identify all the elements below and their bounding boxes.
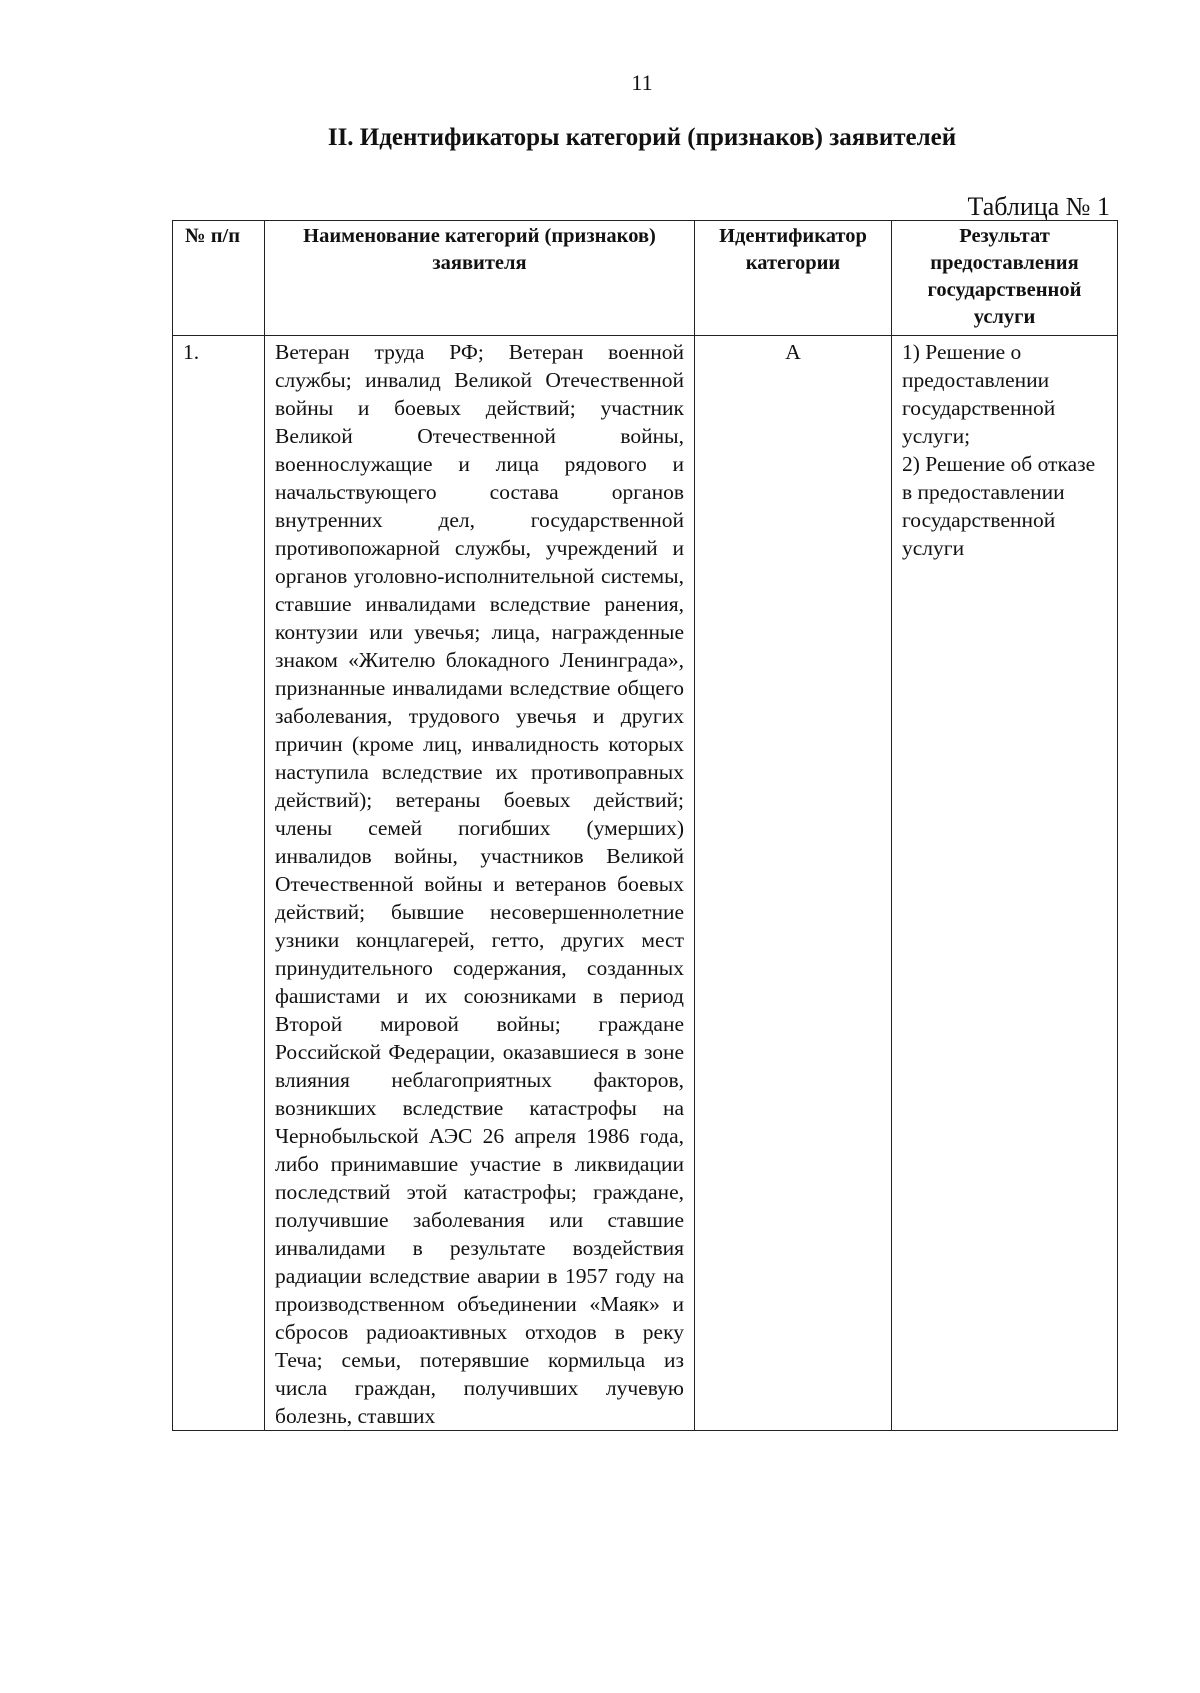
section-title: II. Идентификаторы категорий (признаков) заявителей [327, 124, 957, 151]
row-category-id: А [695, 336, 892, 1431]
table-row [173, 336, 1118, 1431]
categories-table [172, 220, 1118, 1431]
header-num: № п/п [173, 221, 265, 336]
table-label: Таблица № 1 [967, 192, 1110, 221]
header-result: Результат предоставления государственной услуги [892, 221, 1118, 336]
header-id: Идентификатор категории [695, 221, 892, 336]
row-result [892, 336, 1118, 1431]
result-item: 2) Решение об отказе в предоставлении государственной услуги [902, 452, 1096, 560]
row-category-name: Ветеран труда РФ; Ветеран военной службы; инвалид Великой Отечественной войны и боевых действий; участник Великой Отечественной войны, военнослужащие и лица рядового и начальствующего состава органов внутренних дел, государственной противопожарной службы, учреждений и органов уголовно-исполнительной системы, ставшие инвалидами вследствие ранения, контузии или увечья; лица, награжденные знаком «Жителю блокадного Ленинграда», признанные инвалидами вследствие общего заболевания, трудового увечья и других причин (кроме лиц, инвалидность которых наступила вследствие их противоправных действий); ветераны боевых действий; члены семей погибших (умерших) инвалидов войны, участников Великой Отечественной войны и ветеранов боевых действий; бывшие несовершеннолетние узники концлагерей, гетто, других мест принудительного содержания, созданных фашистами и их союзниками в период Второй мировой войны; граждане Российской Федерации, оказавшиеся в зоне влияния неблагоприятных факторов, возникших вследствие катастрофы на Чернобыльской АЭС 26 апреля 1986 года, либо принимавшие участие в ликвидации последствий этой катастрофы; граждане, получившие заболевания или ставшие инвалидами в результате воздействия радиации вследствие аварии в 1957 году на производственном объединении «Маяк» и сбросов радиоактивных отходов в реку Теча; семьи, потерявшие кормильца из числа граждан, получивших лучевую болезнь, ставших [265, 336, 695, 1431]
row-num: 1. [173, 336, 265, 1431]
header-name: Наименование категорий (признаков) заявителя [265, 221, 695, 336]
result-item: 1) Решение о предоставлении государственной услуги; [902, 340, 1056, 448]
table-header-row [173, 221, 1118, 336]
page-number: 11 [631, 70, 653, 95]
